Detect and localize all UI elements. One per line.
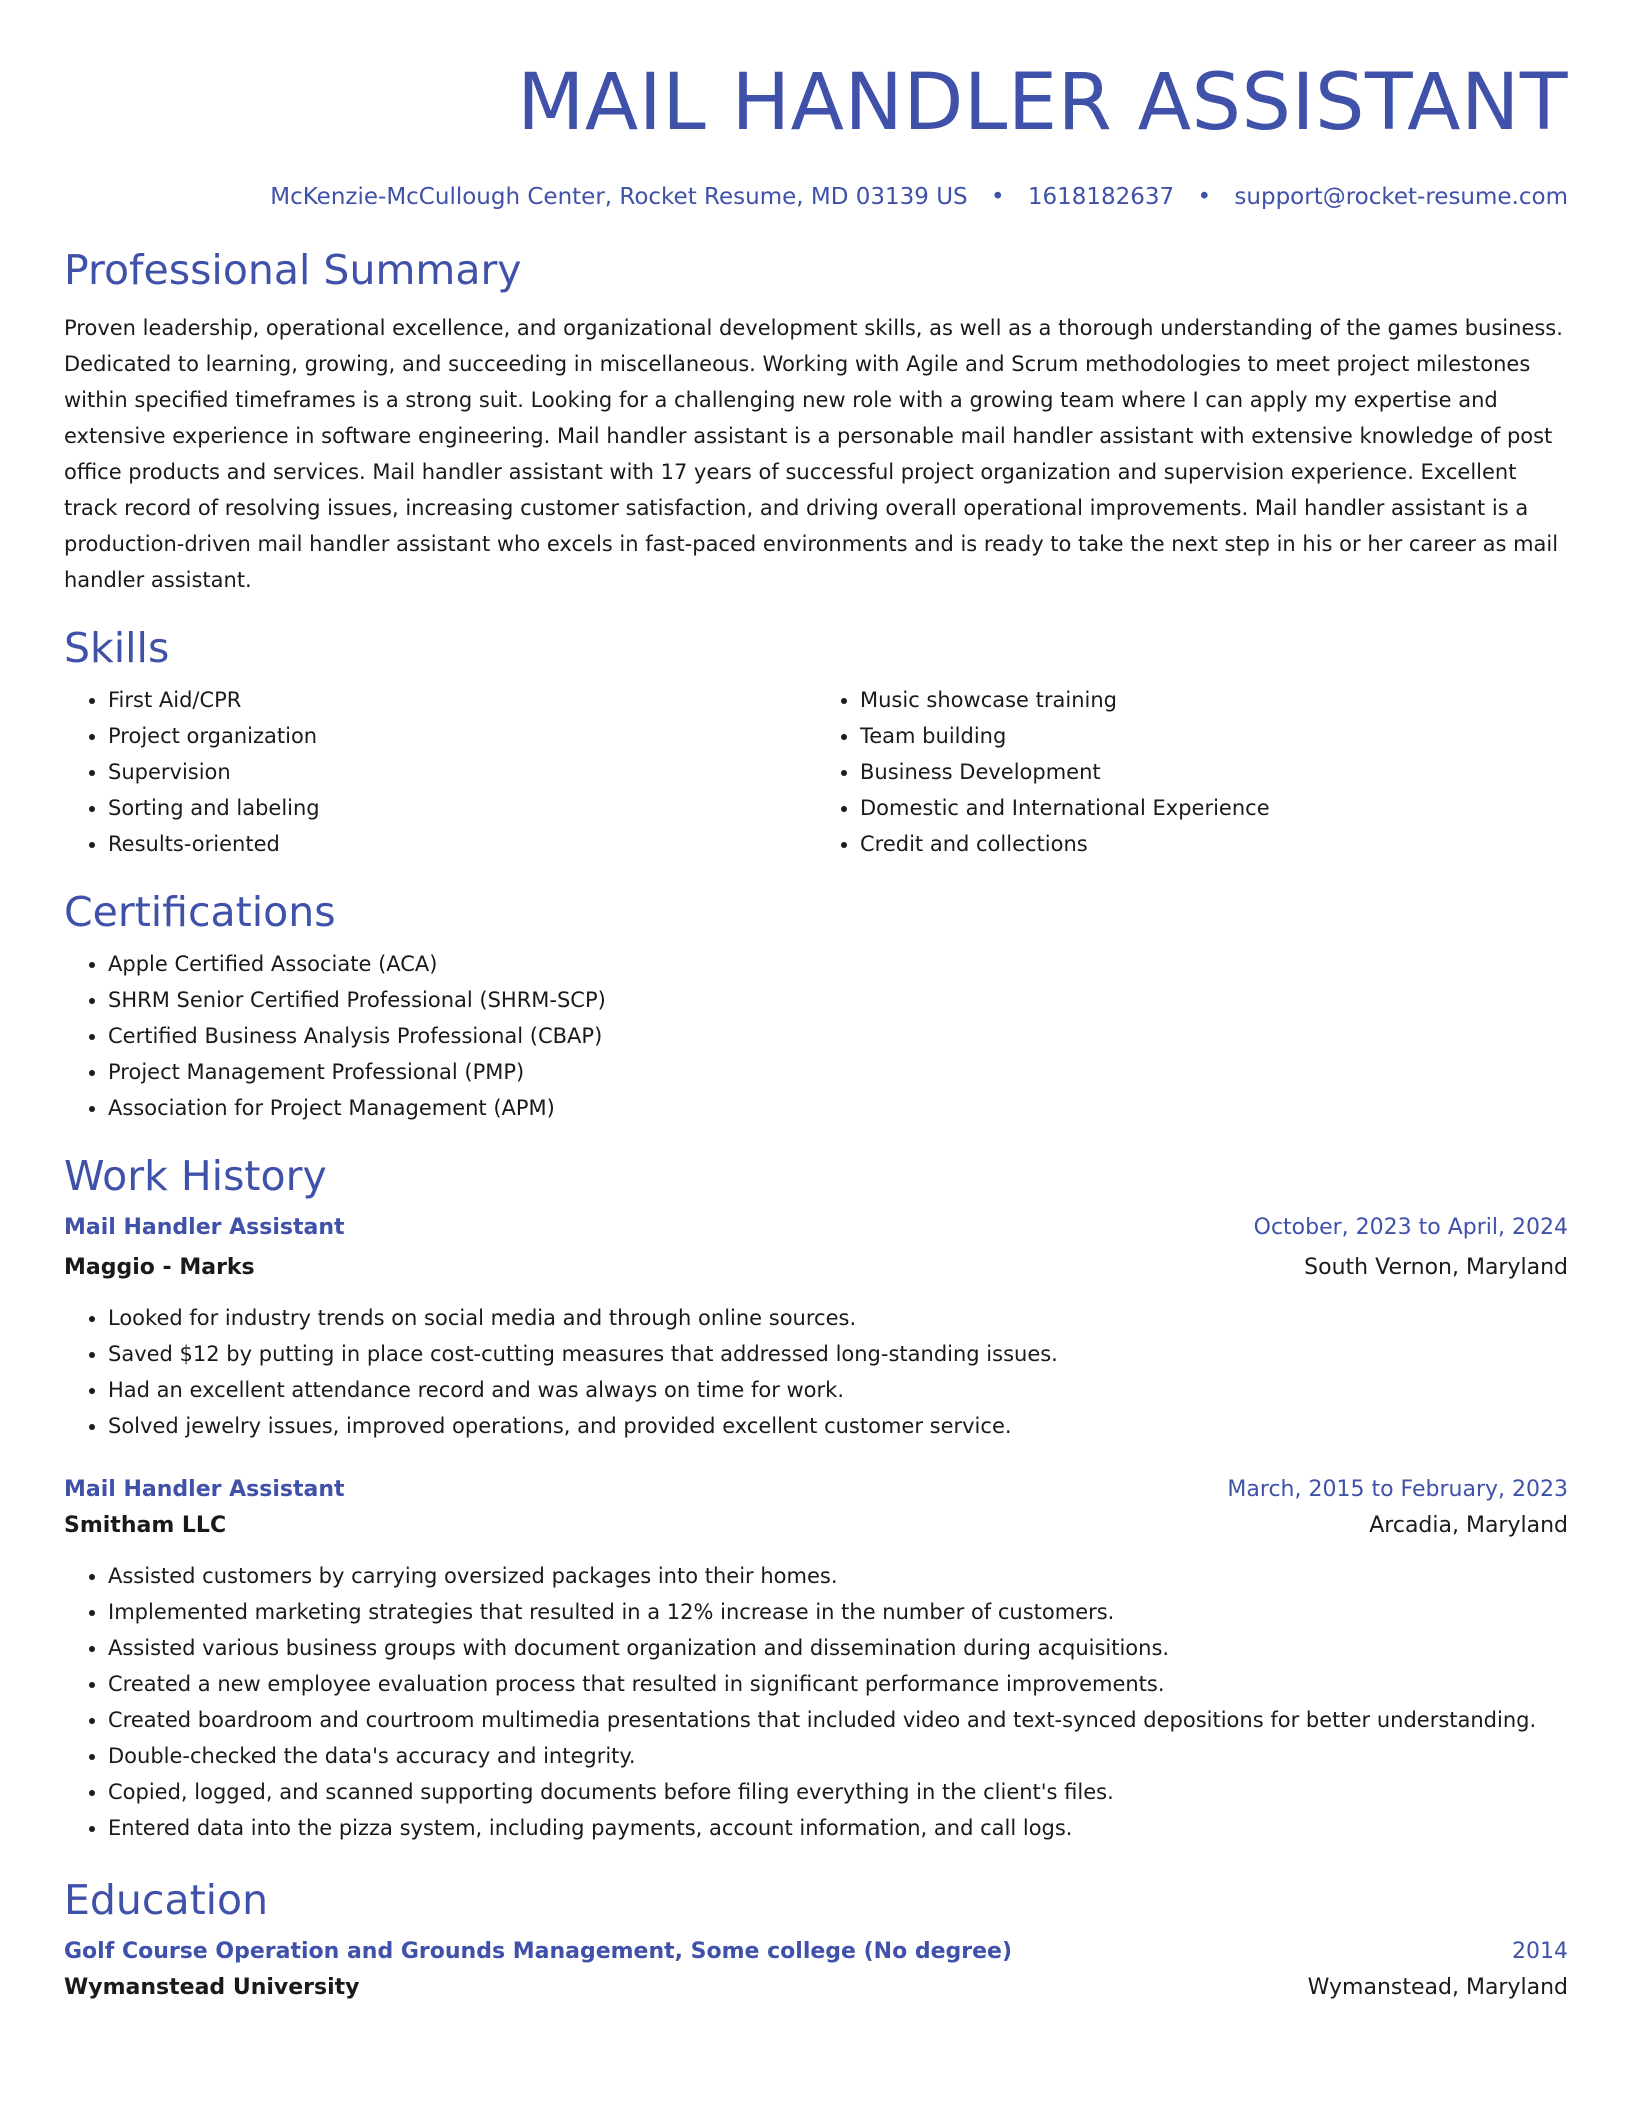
- job-bullets: [64, 1300, 1568, 1444]
- job-bullet: • Created boardroom and courtroom multimedia presentations that included video and text-synced depositions for better understanding.: [108, 1702, 1568, 1738]
- job-header-row: [64, 1210, 1568, 1246]
- education-year: 2014: [1512, 1939, 1568, 1964]
- summary-text: Proven leadership, operational excellence, and organizational development skills, as well as a thorough understanding of the games business. Dedicated to learning, growing, and succeeding in miscellaneous. Working with Agile and Scrum methodologies to meet project milestones within specified timeframes is a strong suit. Looking for a challenging new role with a growing team where I can apply my expertise and extensive experience in software engineering. Mail handler assistant is a personable mail handler assistant with extensive knowledge of post office products and services. Mail handler assistant with 17 years of successful project organization and supervision experience. Excellent track record of resolving issues, increasing customer satisfaction, and driving overall operational improvements. Mail handler assistant is a production-driven mail handler assistant who excels in fast-paced environments and is ready to take the next step in his or her career as mail handler assistant.: [64, 316, 1563, 592]
- job-company: Maggio - Marks: [64, 1255, 255, 1280]
- certifications-list: [64, 946, 1568, 1126]
- certification-item: • Apple Certified Associate (ACA): [108, 946, 1568, 982]
- education-entry: [64, 1934, 1568, 2006]
- work-history-heading: Work History: [64, 1152, 327, 1200]
- certification-item: • Certified Business Analysis Professional (CBAP): [108, 1018, 1568, 1054]
- summary-heading: Professional Summary: [64, 246, 522, 294]
- skills-column-left: [64, 682, 816, 862]
- contact-separator: •: [1197, 184, 1212, 210]
- job-company: Smitham LLC: [64, 1513, 227, 1538]
- certification-item: • Association for Project Management (APM): [108, 1090, 1568, 1126]
- job-dates: October, 2023 to April, 2024: [1253, 1215, 1568, 1240]
- skills-heading: Skills: [64, 624, 170, 672]
- skill-item: • Supervision: [108, 754, 816, 790]
- job-company-row: [64, 1508, 1568, 1544]
- job-bullet: • Had an excellent attendance record and was always on time for work.: [108, 1372, 1568, 1408]
- education-school-row: [64, 1970, 1568, 2006]
- skill-item: • Business Development: [860, 754, 1568, 790]
- contact-address: McKenzie-McCullough Center, Rocket Resume, MD 03139 US: [270, 184, 968, 210]
- skill-item: • Team building: [860, 718, 1568, 754]
- skill-item: • Music showcase training: [860, 682, 1568, 718]
- contact-separator: •: [990, 184, 1005, 210]
- job-bullet: • Implemented marketing strategies that resulted in a 12% increase in the number of customers.: [108, 1594, 1568, 1630]
- resume-title: MAIL HANDLER ASSISTANT: [517, 58, 1568, 148]
- contact-phone: 1618182637: [1027, 184, 1175, 210]
- education-school: Wymanstead University: [64, 1975, 360, 2000]
- skill-item: • Credit and collections: [860, 826, 1568, 862]
- job-bullet: • Solved jewelry issues, improved operations, and provided excellent customer service.: [108, 1408, 1568, 1444]
- job-entry: [64, 1472, 1568, 1846]
- job-header-row: [64, 1472, 1568, 1508]
- job-location: Arcadia, Maryland: [1369, 1513, 1568, 1538]
- contact-line: [64, 182, 1568, 212]
- education-heading: Education: [64, 1876, 269, 1924]
- skill-item: • First Aid/CPR: [108, 682, 816, 718]
- job-bullet: • Entered data into the pizza system, including payments, account information, and call logs.: [108, 1810, 1568, 1846]
- job-bullet: • Created a new employee evaluation process that resulted in significant performance improvements.: [108, 1666, 1568, 1702]
- certification-item: • Project Management Professional (PMP): [108, 1054, 1568, 1090]
- job-title: Mail Handler Assistant: [64, 1215, 345, 1240]
- skill-item: • Sorting and labeling: [108, 790, 816, 826]
- job-entry: [64, 1210, 1568, 1444]
- certification-item: • SHRM Senior Certified Professional (SHRM-SCP): [108, 982, 1568, 1018]
- certifications-heading: Certifications: [64, 888, 336, 936]
- skill-item: • Project organization: [108, 718, 816, 754]
- skills-list: [64, 682, 1568, 862]
- job-bullet: • Copied, logged, and scanned supporting documents before filing everything in the client's files.: [108, 1774, 1568, 1810]
- job-bullets: [64, 1558, 1568, 1846]
- education-header-row: [64, 1934, 1568, 1970]
- job-bullet: • Assisted various business groups with document organization and dissemination during acquisitions.: [108, 1630, 1568, 1666]
- job-dates: March, 2015 to February, 2023: [1227, 1477, 1568, 1502]
- skill-item: • Domestic and International Experience: [860, 790, 1568, 826]
- skills-column-right: [816, 682, 1568, 862]
- job-bullet: • Assisted customers by carrying oversized packages into their homes.: [108, 1558, 1568, 1594]
- contact-email: support@rocket-resume.com: [1234, 184, 1568, 210]
- job-bullet: • Double-checked the data's accuracy and integrity.: [108, 1738, 1568, 1774]
- job-location: South Vernon, Maryland: [1304, 1255, 1568, 1280]
- skill-item: • Results-oriented: [108, 826, 816, 862]
- job-bullet: • Looked for industry trends on social media and through online sources.: [108, 1300, 1568, 1336]
- education-degree: Golf Course Operation and Grounds Management, Some college (No degree): [64, 1939, 1013, 1964]
- job-company-row: [64, 1250, 1568, 1286]
- job-bullet: • Saved $12 by putting in place cost-cutting measures that addressed long-standing issues.: [108, 1336, 1568, 1372]
- education-location: Wymanstead, Maryland: [1307, 1975, 1568, 2000]
- job-title: Mail Handler Assistant: [64, 1477, 345, 1502]
